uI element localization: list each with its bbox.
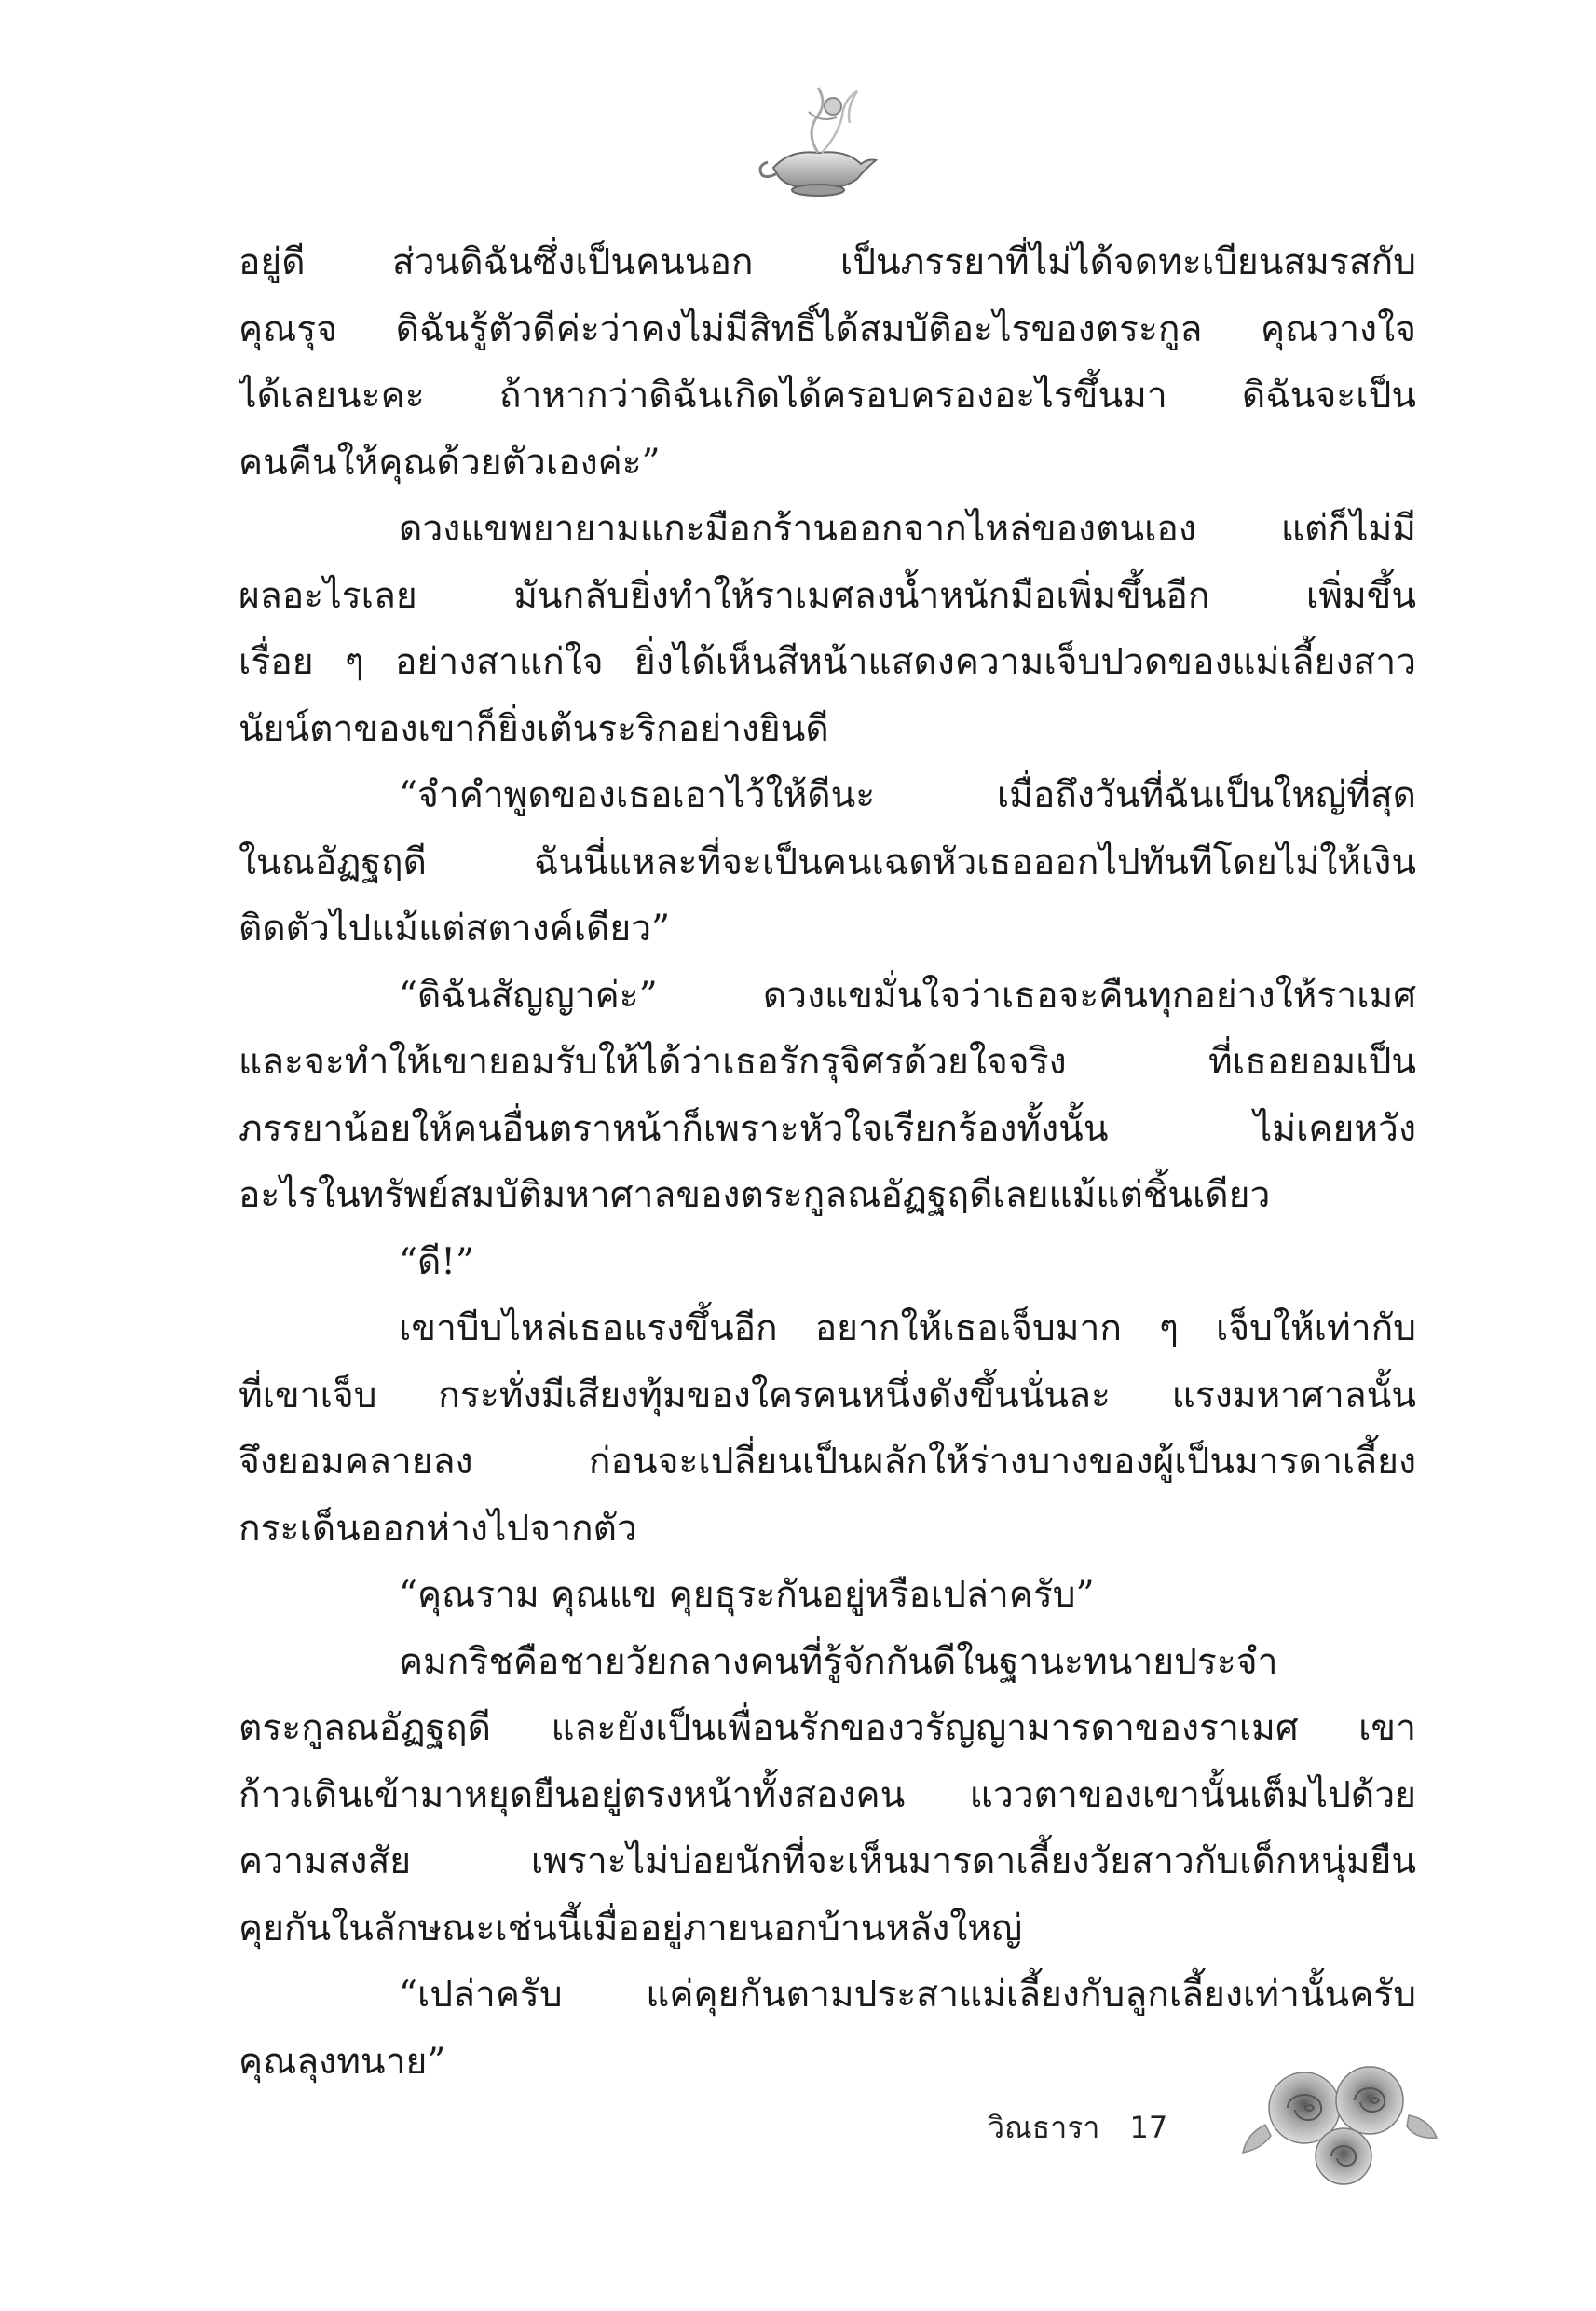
text-line: ก้าวเดินเข้ามาหยุดยืนอยู่ตรงหน้าทั้งสองคน แววตาของเขานั้นเต็มไปด้วย xyxy=(239,1773,1416,1816)
text-line: ที่เขาเจ็บ กระทั่งมีเสียงทุ้มของใครคนหนึ่งดังขึ้นนั่นละ แรงมหาศาลนั้น xyxy=(239,1374,1416,1416)
text-line: จึงยอมคลายลง ก่อนจะเปลี่ยนเป็นผลักให้ร่างบางของผู้เป็นมารดาเลี้ยง xyxy=(239,1441,1416,1483)
text-line: “จำคำพูดของเธอเอาไว้ให้ดีนะ เมื่อถึงวันที่ฉันเป็นใหญ่ที่สุด xyxy=(399,774,1416,816)
text-line: กระเด็นออกห่างไปจากตัว xyxy=(239,1507,637,1550)
text-line: ผลอะไรเลย มันกลับยิ่งทำให้ราเมศลงน้ำหนักมือเพิ่มขึ้นอีก เพิ่มขึ้น xyxy=(239,574,1416,617)
page-footer xyxy=(988,2104,1188,2152)
text-line: ได้เลยนะคะ ถ้าหากว่าดิฉันเกิดได้ครอบครองอะไรขึ้นมา ดิฉันจะเป็น xyxy=(239,375,1416,417)
genie-lamp-icon xyxy=(753,75,883,205)
text-line: “ดี!” xyxy=(399,1240,474,1283)
text-line: คนคืนให้คุณด้วยตัวเองค่ะ” xyxy=(239,441,661,484)
page-number: 17 xyxy=(1129,2110,1168,2145)
body-text xyxy=(239,229,1416,2095)
text-line: “ดิฉันสัญญาค่ะ” ดวงแขมั่นใจว่าเธอจะคืนทุกอย่างให้ราเมศ xyxy=(399,974,1416,1017)
text-line: คุยกันในลักษณะเช่นนี้เมื่ออยู่ภายนอกบ้านหลังใหญ่ xyxy=(239,1907,1023,1949)
text-line: คมกริชคือชายวัยกลางคนที่รู้จักกันดีในฐานะทนายประจำ xyxy=(399,1640,1278,1683)
text-line: คุณลุงทนาย” xyxy=(239,2040,446,2083)
text-line: นัยน์ตาของเขาก็ยิ่งเต้นระริกอย่างยินดี xyxy=(239,707,829,750)
text-line: ติดตัวไปแม้แต่สตางค์เดียว” xyxy=(239,908,671,950)
text-line: “คุณราม คุณแข คุยธุระกันอยู่หรือเปล่าครับ” xyxy=(399,1574,1095,1616)
text-line: อะไรในทรัพย์สมบัติมหาศาลของตระกูลณอัฏฐฤดีเลยแม้แต่ชิ้นเดียว xyxy=(239,1174,1271,1216)
text-line: ในณอัฏฐฤดี ฉันนี่แหละที่จะเป็นคนเฉดหัวเธอออกไปทันทีโดยไม่ให้เงิน xyxy=(239,841,1416,883)
text-line: อยู่ดี ส่วนดิฉันซึ่งเป็นคนนอก เป็นภรรยาที่ไม่ได้จดทะเบียนสมรสกับ xyxy=(239,241,1416,283)
text-line: ภรรยาน้อยให้คนอื่นตราหน้าก็เพราะหัวใจเรียกร้องทั้งนั้น ไม่เคยหวัง xyxy=(239,1107,1416,1150)
text-line: “เปล่าครับ แค่คุยกันตามประสาแม่เลี้ยงกับลูกเลี้ยงเท่านั้นครับ xyxy=(399,1974,1416,2016)
text-line: คุณรุจ ดิฉันรู้ตัวดีค่ะว่าคงไม่มีสิทธิ์ได้สมบัติอะไรของตระกูล คุณวางใจ xyxy=(239,308,1416,350)
text-line: ดวงแขพยายามแกะมือกร้านออกจากไหล่ของตนเอง แต่ก็ไม่มี xyxy=(399,508,1416,550)
text-line: เขาบีบไหล่เธอแรงขึ้นอีก อยากให้เธอเจ็บมาก ๆ เจ็บให้เท่ากับ xyxy=(399,1307,1416,1349)
text-line: ความสงสัย เพราะไม่บ่อยนักที่จะเห็นมารดาเลี้ยงวัยสาวกับเด็กหนุ่มยืน xyxy=(239,1840,1416,1882)
text-line: ตระกูลณอัฏฐฤดี และยังเป็นเพื่อนรักของวรัญญามารดาของราเมศ เขา xyxy=(239,1707,1416,1749)
text-line: และจะทำให้เขายอมรับให้ได้ว่าเธอรักรุจิศรด้วยใจจริง ที่เธอยอมเป็น xyxy=(239,1041,1416,1083)
text-line: เรื่อย ๆ อย่างสาแก่ใจ ยิ่งได้เห็นสีหน้าแสดงความเจ็บปวดของแม่เลี้ยงสาว xyxy=(239,641,1416,683)
roses-icon xyxy=(1239,2059,1444,2190)
book-title: วิณธารา xyxy=(988,2110,1100,2145)
